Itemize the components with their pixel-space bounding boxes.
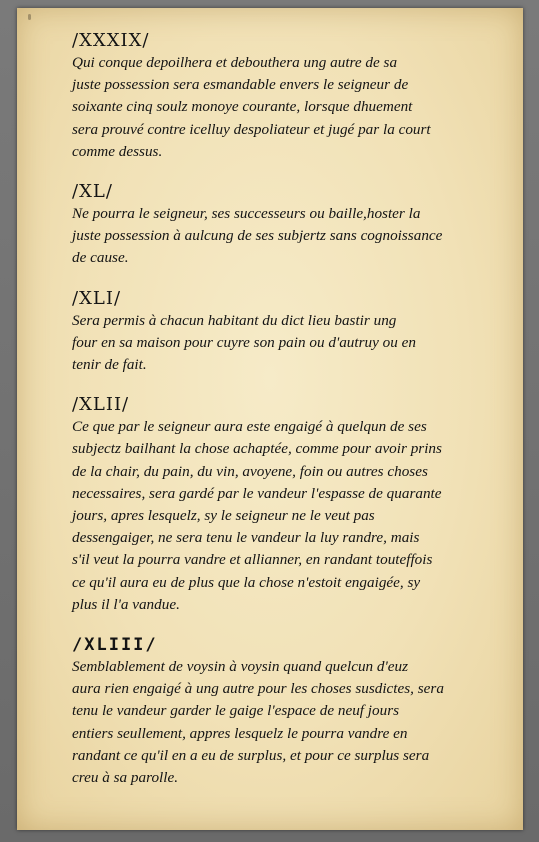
text-line: Ne pourra le seigneur, ses successeurs ou baille,hoster la <box>72 205 421 223</box>
text-line: creu à sa parolle. <box>72 769 179 787</box>
text-line: Semblablement de voysin à voysin quand quelcun d'euz <box>72 658 409 676</box>
text-line: four en sa maison pour cuyre son pain ou d'autruy ou en <box>72 333 416 351</box>
article-43 <box>72 634 482 789</box>
text-line: aura rien engaigé à ung autre pour les choses susdictes, sera <box>72 680 444 698</box>
article-41 <box>72 288 482 377</box>
text-line: entiers seullement, appres lesquelz le pourra vandre en <box>72 724 408 742</box>
article-list <box>72 30 482 807</box>
text-line: de cause. <box>72 249 129 267</box>
text-line: comme dessus. <box>72 142 163 160</box>
text-line: ce qu'il aura eu de plus que la chose n'estoit engaigée, sy <box>72 573 421 591</box>
text-line: juste possession sera esmandable envers le seigneur de <box>72 76 409 94</box>
article-heading: /XXXIX/ <box>72 30 150 51</box>
text-line: plus il l'a vandue. <box>72 595 180 613</box>
article-heading: /XL/ <box>72 181 113 203</box>
article-heading: /XLII/ <box>72 394 130 416</box>
text-line: tenu le vandeur garder le gaige l'espace de neuf jours <box>72 702 400 720</box>
article-heading: /XLIII/ <box>72 635 158 656</box>
text-line: sera prouvé contre icelluy despoliateur et jugé par la court <box>72 120 431 138</box>
parchment-page <box>17 8 523 830</box>
text-line: jours, apres lesquelz, sy le seigneur ne le veut pas <box>72 507 375 525</box>
text-line: dessengaiger, ne sera tenu le vandeur la luy randre, mais <box>72 529 420 547</box>
article-40 <box>72 181 482 270</box>
text-line: necessaires, sera gardé par le vandeur l'espasse de quarante <box>72 484 442 502</box>
text-line: subjectz bailhant la chose achaptée, comme pour avoir prins <box>72 440 442 458</box>
text-line: Sera permis à chacun habitant du dict lieu bastir ung <box>72 311 397 329</box>
text-line: soixante cinq soulz monoye courante, lorsque dhuement <box>72 98 413 116</box>
article-42 <box>72 394 482 616</box>
article-39 <box>72 30 482 163</box>
article-heading: /XLI/ <box>72 287 122 309</box>
text-line: Ce que par le seigneur aura este engaigé à quelqun de ses <box>72 418 427 436</box>
text-line: juste possession à aulcung de ses subjertz sans cognoissance <box>72 227 443 245</box>
text-line: s'il veut la pourra vandre et allianner, en randant touteffois <box>72 551 433 569</box>
page-mark <box>28 14 31 20</box>
text-line: tenir de fait. <box>72 356 147 374</box>
text-line: de la chair, du pain, du vin, avoyene, foin ou autres choses <box>72 462 428 480</box>
text-line: randant ce qu'il en a eu de surplus, et pour ce surplus sera <box>72 746 430 764</box>
text-line: Qui conque depoilhera et debouthera ung autre de sa <box>72 54 398 71</box>
